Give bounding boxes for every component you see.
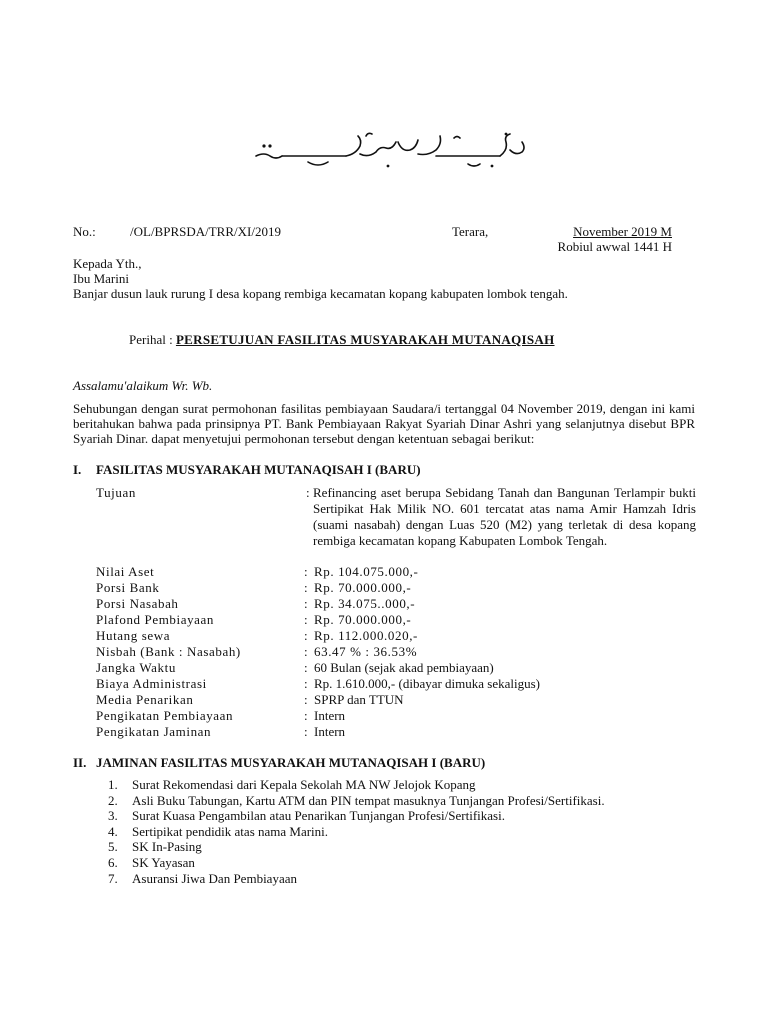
list-item [96,793,716,809]
term-label: Hutang sewa [96,628,171,643]
list-item-text: SK Yayasan [132,854,195,870]
term-colon: : [304,724,308,739]
term-value-tujuan: Refinancing aset berupa Sebidang Tanah dan Bangunan Terlampir bukti Sertipikat Hak Milik NO. 601 tercatat atas nama Amir Hamzah Idris (suami nasabah) dengan Luas 520 (M2) yang terletak di desa kopang rembiga kecamatan kopang Kabupaten Lombok Tengah. [313,485,696,548]
section2-title: JAMINAN FASILITAS MUSYARAKAH MUTANAQISAH I (BARU) [96,755,486,770]
term-value: Intern [314,708,346,723]
term-colon: : [306,485,310,500]
term-label: Pengikatan Pembiayaan [96,708,234,723]
subject-text: PERSETUJUAN FASILITAS MUSYARAKAH MUTANAQISAH [175,332,555,347]
list-item-number: 4. [108,823,118,839]
letter-number-label: No.: [73,224,96,239]
term-value: SPRP dan TTUN [314,692,404,707]
term-value: Rp. 1.610.000,- (dibayar dimuka sekaligus) [314,676,541,691]
list-item-number: 6. [108,854,118,870]
list-item-text: Surat Kuasa Pengambilan atau Penarikan Tunjangan Profesi/Sertifikasi. [132,808,505,824]
list-item [96,824,716,840]
list-item-number: 3. [108,808,118,824]
list-item-number: 7. [108,870,118,886]
list-item [96,777,716,793]
term-value: Rp. 34.075..000,- [314,596,416,611]
term-value: Rp. 70.000.000,- [314,580,412,595]
list-item-number: 5. [108,839,118,855]
term-colon: : [304,596,308,611]
letter-date-masehi: November 2019 M [573,224,672,239]
term-label: Porsi Bank [96,580,160,595]
subject-label: Perihal : [129,332,173,347]
list-item-number: 1. [108,777,118,792]
term-value: 63.47 % : 36.53% [314,644,418,659]
term-value: Intern [314,724,346,739]
term-colon: : [304,612,308,627]
term-label: Media Penarikan [96,692,194,707]
term-value: Rp. 112.000.020,- [314,628,418,643]
term-label: Nisbah (Bank : Nasabah) [96,644,241,659]
letter-place: Terara, [452,224,489,239]
section1-number: I. [73,462,82,477]
term-colon: : [304,692,308,707]
term-colon: : [304,676,308,691]
term-colon: : [304,580,308,595]
term-colon: : [304,628,308,643]
recipient-greeting: Kepada Yth., [73,256,142,271]
list-item-number: 2. [108,792,118,808]
list-item [96,871,716,887]
list-item [96,855,716,871]
list-item-text: Asli Buku Tabungan, Kartu ATM dan PIN tempat masuknya Tunjangan Profesi/Sertifikasi. [132,792,605,808]
term-colon: : [304,660,308,675]
section1-title: FASILITAS MUSYARAKAH MUTANAQISAH I (BARU) [96,462,421,477]
term-colon: : [304,644,308,659]
term-value: Rp. 104.075.000,- [314,564,419,579]
term-label: Porsi Nasabah [96,596,179,611]
term-value: 60 Bulan (sejak akad pembiayaan) [314,660,494,675]
collateral-list [96,777,716,886]
recipient-name: Ibu Marini [73,271,129,286]
term-colon: : [304,564,308,579]
list-item-text: Asuransi Jiwa Dan Pembiayaan [132,870,297,886]
term-label: Biaya Administrasi [96,676,207,691]
term-label-tujuan: Tujuan [96,485,136,500]
intro-paragraph: Sehubungan dengan surat permohonan fasilitas pembiayaan Saudara/i tertanggal 04 November 2019, dengan ini kami beritahukan bahwa pada prinsipnya PT. Bank Pembiayaan Rakyat Syariah Dinar Ashri yang selanjutnya disebut BPR Syariah Dinar. dapat menyetujui permohonan tersebut dengan ketentuan sebagai berikut: [73,401,695,446]
list-item [96,808,716,824]
basmala-calligraphy [248,128,528,174]
letter-number-value: /OL/BPRSDA/TRR/XI/2019 [130,224,281,239]
subject-line [129,332,555,348]
letter-date-hijri: Robiul awwal 1441 H [557,239,672,254]
section2-number: II. [73,755,87,770]
recipient-address: Banjar dusun lauk rurung I desa kopang rembiga kecamatan kopang kabupaten lombok tengah. [73,286,568,301]
salutation: Assalamu'alaikum Wr. Wb. [73,378,213,393]
term-value: Rp. 70.000.000,- [314,612,412,627]
list-item-text: Surat Rekomendasi dari Kepala Sekolah MA NW Jelojok Kopang [132,777,476,792]
list-item-text: Sertipikat pendidik atas nama Marini. [132,823,329,839]
list-item [96,839,716,855]
term-label: Jangka Waktu [96,660,176,675]
term-label: Pengikatan Jaminan [96,724,212,739]
term-label: Nilai Aset [96,564,155,579]
term-colon: : [304,708,308,723]
list-item-text: SK In-Pasing [132,839,202,855]
term-label: Plafond Pembiayaan [96,612,215,627]
